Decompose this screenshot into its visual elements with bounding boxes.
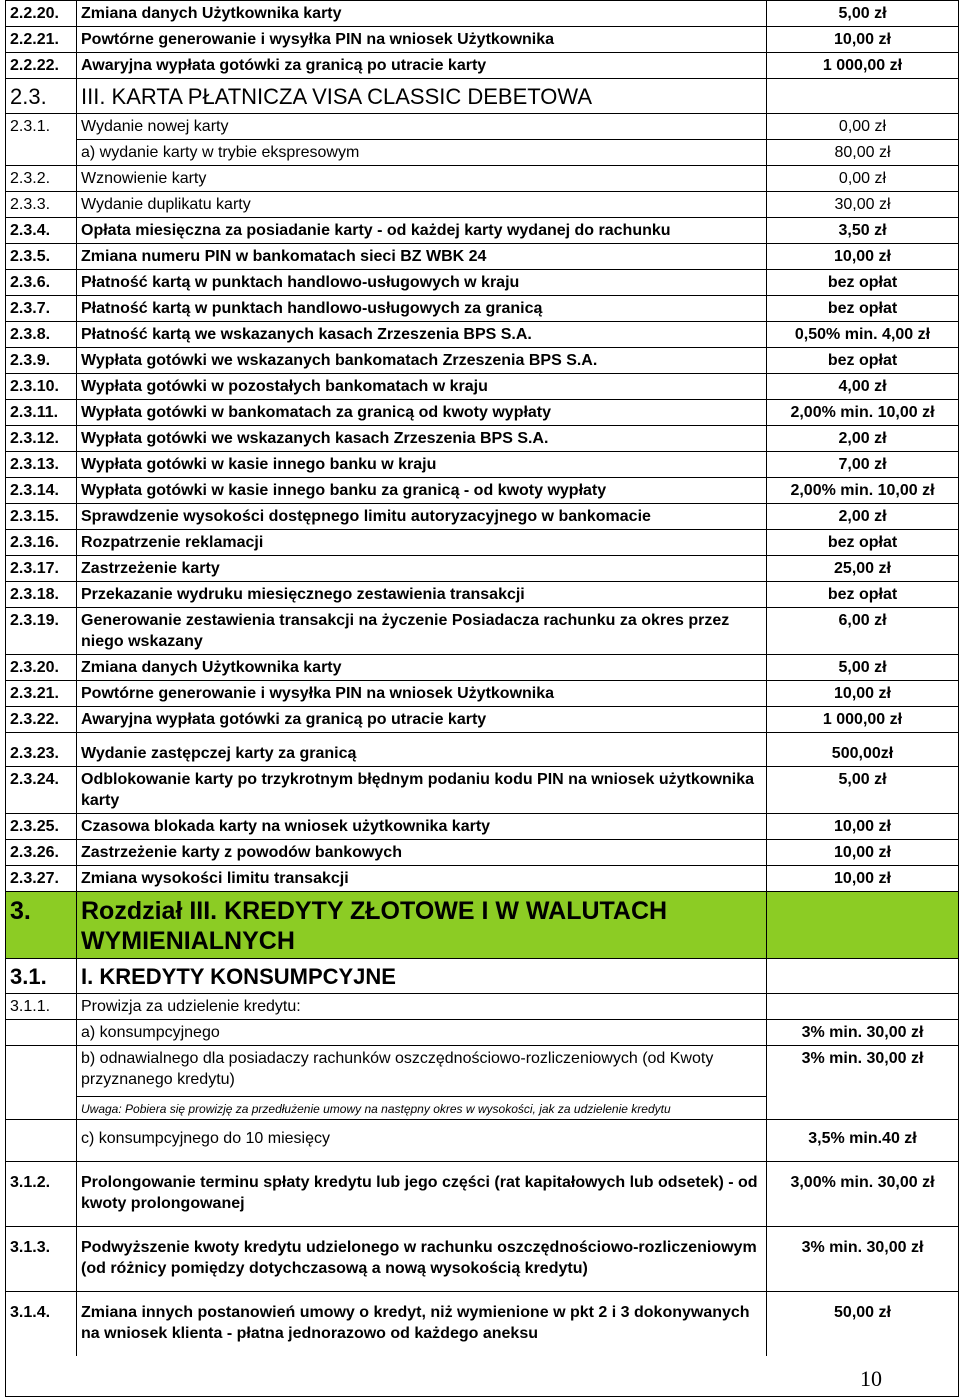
table-row	[6, 766, 958, 813]
row-number: 2.3.9.	[6, 348, 77, 373]
row-number: 2.3.7.	[6, 296, 77, 321]
row-description: Wydanie nowej karty	[77, 114, 767, 139]
note-text: Uwaga: Pobiera się prowizję za przedłużenie umowy na następny okres w wysokości, jak za udzielenie kredytu	[81, 1102, 671, 1116]
row-fee: bez opłat	[827, 352, 898, 369]
page-number: 10	[860, 1366, 882, 1391]
table-row	[6, 1119, 958, 1161]
table-row	[6, 706, 958, 732]
row-number: 2.2.21.	[6, 27, 77, 52]
row-fee: 0,50% min. 4,00 zł	[794, 326, 931, 343]
chapter-header	[6, 891, 958, 958]
row-description: Powtórne generowanie i wysyłka PIN na wniosek Użytkownika	[77, 27, 767, 52]
row-fee: 5,00 zł	[838, 5, 887, 22]
row-number: 2.3.1.	[6, 114, 77, 139]
row-number: 2.3.3.	[6, 192, 77, 217]
table-row	[6, 26, 958, 52]
row-fee: 6,00 zł	[838, 612, 887, 629]
table-row	[6, 243, 958, 269]
row-description: Podwyższenie kwoty kredytu udzielonego w rachunku oszczędnościowo-rozliczeniowym (od różnicy pomiędzy dotychczasową a nową wysokością kredytu)	[77, 1227, 767, 1291]
row-fee: 3,50 zł	[838, 222, 887, 239]
row-description: Zastrzeżenie karty z powodów bankowych	[77, 840, 767, 865]
row-description: Płatność kartą w punktach handlowo-usługowych za granicą	[77, 296, 767, 321]
table-row	[6, 1226, 958, 1291]
section-fee-empty	[767, 959, 958, 993]
table-row	[6, 529, 958, 555]
row-description: Płatność kartą we wskazanych kasach Zrzeszenia BPS S.A.	[77, 322, 767, 347]
row-description: Wznowienie karty	[77, 166, 767, 191]
row-description: a) wydanie karty w trybie ekspresowym	[77, 139, 767, 165]
row-fee: 0,00 zł	[838, 118, 887, 135]
table-row	[6, 113, 958, 139]
row-number: 3.1.1.	[6, 994, 77, 1019]
row-number: 3.1.4.	[6, 1292, 77, 1356]
row-fee: 1 000,00 zł	[822, 711, 903, 728]
row-description: Generowanie zestawienia transakcji na życzenie Posiadacza rachunku za okres przez niego wskazany	[77, 608, 767, 654]
row-number: 2.3.25.	[6, 814, 77, 839]
fee-rows-group	[6, 1161, 958, 1356]
table-row	[6, 139, 958, 165]
row-fee: 3% min. 30,00 zł	[801, 1239, 924, 1256]
row-number: 2.3.26.	[6, 840, 77, 865]
fee-rows-group	[6, 217, 958, 891]
row-number: 2.3.11.	[6, 400, 77, 425]
table-row	[6, 581, 958, 607]
row-fee: 7,00 zł	[838, 456, 887, 473]
row-number: 2.3.14.	[6, 478, 77, 503]
row-description: Wydanie zastępczej karty za granicą	[77, 733, 767, 766]
row-fee: 10,00 zł	[834, 844, 891, 861]
row-description: Odblokowanie karty po trzykrotnym błędnym podaniu kodu PIN na wniosek użytkownika karty	[77, 767, 767, 813]
table-row	[6, 732, 958, 766]
row-fee: 500,00zł	[831, 745, 894, 762]
section-fee-empty	[767, 79, 958, 113]
row-description: Wypłata gotówki we wskazanych kasach Zrzeszenia BPS S.A.	[77, 426, 767, 451]
table-row	[6, 1161, 958, 1226]
row-fee: bez opłat	[827, 534, 898, 551]
row-fee: 10,00 zł	[834, 685, 891, 702]
row-description: Awaryjna wypłata gotówki za granicą po utracie karty	[77, 707, 767, 732]
row-description: Wypłata gotówki w kasie innego banku w kraju	[77, 452, 767, 477]
row-number: 2.3.12.	[6, 426, 77, 451]
row-number: 2.3.17.	[6, 556, 77, 581]
row-description: Wydanie duplikatu karty	[77, 192, 767, 217]
table-row	[6, 347, 958, 373]
row-number	[6, 139, 77, 165]
row-number: 2.3.2.	[6, 166, 77, 191]
table-row	[6, 425, 958, 451]
row-number: 2.3.27.	[6, 866, 77, 891]
row-number: 2.3.18.	[6, 582, 77, 607]
table-row	[6, 269, 958, 295]
row-fee: 25,00 zł	[834, 560, 891, 577]
table-row	[6, 373, 958, 399]
section-title: III. KARTA PŁATNICZA VISA CLASSIC DEBETOWA	[77, 79, 767, 113]
row-number: 2.3.8.	[6, 322, 77, 347]
row-description: a) konsumpcyjnego	[77, 1020, 767, 1045]
row-number: 2.3.10.	[6, 374, 77, 399]
table-row	[6, 993, 958, 1019]
row-fee: 1 000,00 zł	[822, 57, 903, 74]
table-bottom-space	[6, 1356, 958, 1396]
row-description: Zmiana numeru PIN w bankomatach sieci BZ WBK 24	[77, 244, 767, 269]
row-description: Wypłata gotówki we wskazanych bankomatach Zrzeszenia BPS S.A.	[77, 348, 767, 373]
table-row	[6, 680, 958, 706]
table-row	[6, 451, 958, 477]
chapter-fee-empty	[767, 892, 958, 958]
row-fee: 5,00 zł	[838, 659, 887, 676]
row-fee: 3,5% min.40 zł	[808, 1130, 917, 1147]
row-fee: 30,00 zł	[834, 196, 891, 213]
row-description: Rozpatrzenie reklamacji	[77, 530, 767, 555]
row-fee: 3,00% min. 30,00 zł	[790, 1174, 935, 1191]
note-container	[77, 1096, 766, 1117]
row-number: 2.3.22.	[6, 707, 77, 732]
row-number	[6, 1020, 77, 1045]
row-number: 2.3.6.	[6, 270, 77, 295]
row-description-text: b) odnawialnego dla posiadaczy rachunków oszczędnościowo-rozliczeniowych (od Kwoty przyznanego kredytu)	[81, 1050, 714, 1088]
row-description: c) konsumpcyjnego do 10 miesięcy	[77, 1120, 767, 1161]
table-row	[6, 477, 958, 503]
table-row	[6, 1045, 958, 1119]
row-number: 2.2.20.	[6, 1, 77, 26]
row-number: 2.3.23.	[6, 733, 77, 766]
row-number: 2.3.13.	[6, 452, 77, 477]
table-row	[6, 607, 958, 654]
table-row	[6, 165, 958, 191]
row-description: Zmiana danych Użytkownika karty	[77, 1, 767, 26]
row-number: 2.3.15.	[6, 504, 77, 529]
row-description: Awaryjna wypłata gotówki za granicą po utracie karty	[77, 53, 767, 78]
row-number: 2.3.21.	[6, 681, 77, 706]
row-fee: 10,00 zł	[834, 870, 891, 887]
row-description: Przekazanie wydruku miesięcznego zestawienia transakcji	[77, 582, 767, 607]
row-description: Wypłata gotówki w kasie innego banku za granicą - od kwoty wypłaty	[77, 478, 767, 503]
row-fee: 2,00 zł	[838, 508, 887, 525]
row-fee: 3% min. 30,00 zł	[801, 1024, 924, 1041]
row-description: Zmiana wysokości limitu transakcji	[77, 866, 767, 891]
table-row	[6, 0, 958, 26]
row-description: Zmiana danych Użytkownika karty	[77, 655, 767, 680]
row-description: Powtórne generowanie i wysyłka PIN na wniosek Użytkownika	[77, 681, 767, 706]
row-description: Sprawdzenie wysokości dostępnego limitu autoryzacyjnego w bankomacie	[77, 504, 767, 529]
section-title: I. KREDYTY KONSUMPCYJNE	[77, 959, 767, 993]
row-number: 2.3.5.	[6, 244, 77, 269]
row-description: Czasowa blokada karty na wniosek użytkownika karty	[77, 814, 767, 839]
row-fee: 3% min. 30,00 zł	[801, 1050, 924, 1067]
table-row	[6, 503, 958, 529]
table-row	[6, 399, 958, 425]
row-number: 2.2.22.	[6, 53, 77, 78]
row-fee: 80,00 zł	[767, 139, 958, 165]
row-number: 2.3.4.	[6, 218, 77, 243]
section-header	[6, 958, 958, 993]
row-description: Prowizja za udzielenie kredytu:	[77, 994, 767, 1019]
table-row	[6, 295, 958, 321]
section-number: 2.3.	[6, 79, 77, 113]
row-number	[6, 1046, 77, 1119]
row-fee: 2,00% min. 10,00 zł	[790, 482, 935, 499]
row-fee: bez opłat	[827, 274, 898, 291]
fee-table	[5, 0, 959, 1397]
table-row	[6, 321, 958, 347]
row-fee: 2,00 zł	[838, 430, 887, 447]
row-description: Płatność kartą w punktach handlowo-usługowych w kraju	[77, 270, 767, 295]
row-description: Zastrzeżenie karty	[77, 556, 767, 581]
table-row	[6, 1291, 958, 1356]
row-fee: 0,00 zł	[838, 170, 887, 187]
row-description: Wypłata gotówki w bankomatach za granicą od kwoty wypłaty	[77, 400, 767, 425]
section-number: 3.1.	[6, 959, 77, 993]
row-fee: 5,00 zł	[838, 771, 887, 788]
table-row	[6, 52, 958, 78]
table-row	[6, 865, 958, 891]
row-number	[6, 1120, 77, 1161]
table-row	[6, 217, 958, 243]
section-header	[6, 78, 958, 113]
chapter-title: Rozdział III. KREDYTY ZŁOTOWE I W WALUTACH WYMIENIALNYCH	[77, 892, 767, 958]
row-fee: bez opłat	[827, 586, 898, 603]
row-description: Opłata miesięczna za posiadanie karty - od każdej karty wydanej do rachunku	[77, 218, 767, 243]
row-description: Wypłata gotówki w pozostałych bankomatach w kraju	[77, 374, 767, 399]
row-fee: 50,00 zł	[834, 1304, 891, 1321]
row-fee: 10,00 zł	[834, 248, 891, 265]
chapter-number: 3.	[6, 892, 77, 958]
row-number: 3.1.2.	[6, 1162, 77, 1226]
row-fee: bez opłat	[827, 300, 898, 317]
row-fee: 10,00 zł	[834, 818, 891, 835]
table-row	[6, 813, 958, 839]
row-description: Zmiana innych postanowień umowy o kredyt, niż wymienione w pkt 2 i 3 dokonywanych na wniosek klienta - płatna jednorazowo od każdego aneksu	[77, 1292, 767, 1356]
row-description: Prolongowanie terminu spłaty kredytu lub jego części (rat kapitałowych lub odsetek) - od kwoty prolongowanej	[77, 1162, 767, 1226]
table-row	[6, 555, 958, 581]
table-row	[6, 839, 958, 865]
row-fee: 10,00 zł	[834, 31, 891, 48]
row-number: 2.3.24.	[6, 767, 77, 813]
row-number: 2.3.19.	[6, 608, 77, 654]
row-fee: 2,00% min. 10,00 zł	[790, 404, 935, 421]
row-fee: 4,00 zł	[838, 378, 887, 395]
row-number: 3.1.3.	[6, 1227, 77, 1291]
row-description	[77, 1046, 767, 1119]
table-row	[6, 1019, 958, 1045]
row-fee	[767, 994, 958, 1019]
row-number: 2.3.20.	[6, 655, 77, 680]
row-number: 2.3.16.	[6, 530, 77, 555]
table-row	[6, 654, 958, 680]
table-row	[6, 191, 958, 217]
